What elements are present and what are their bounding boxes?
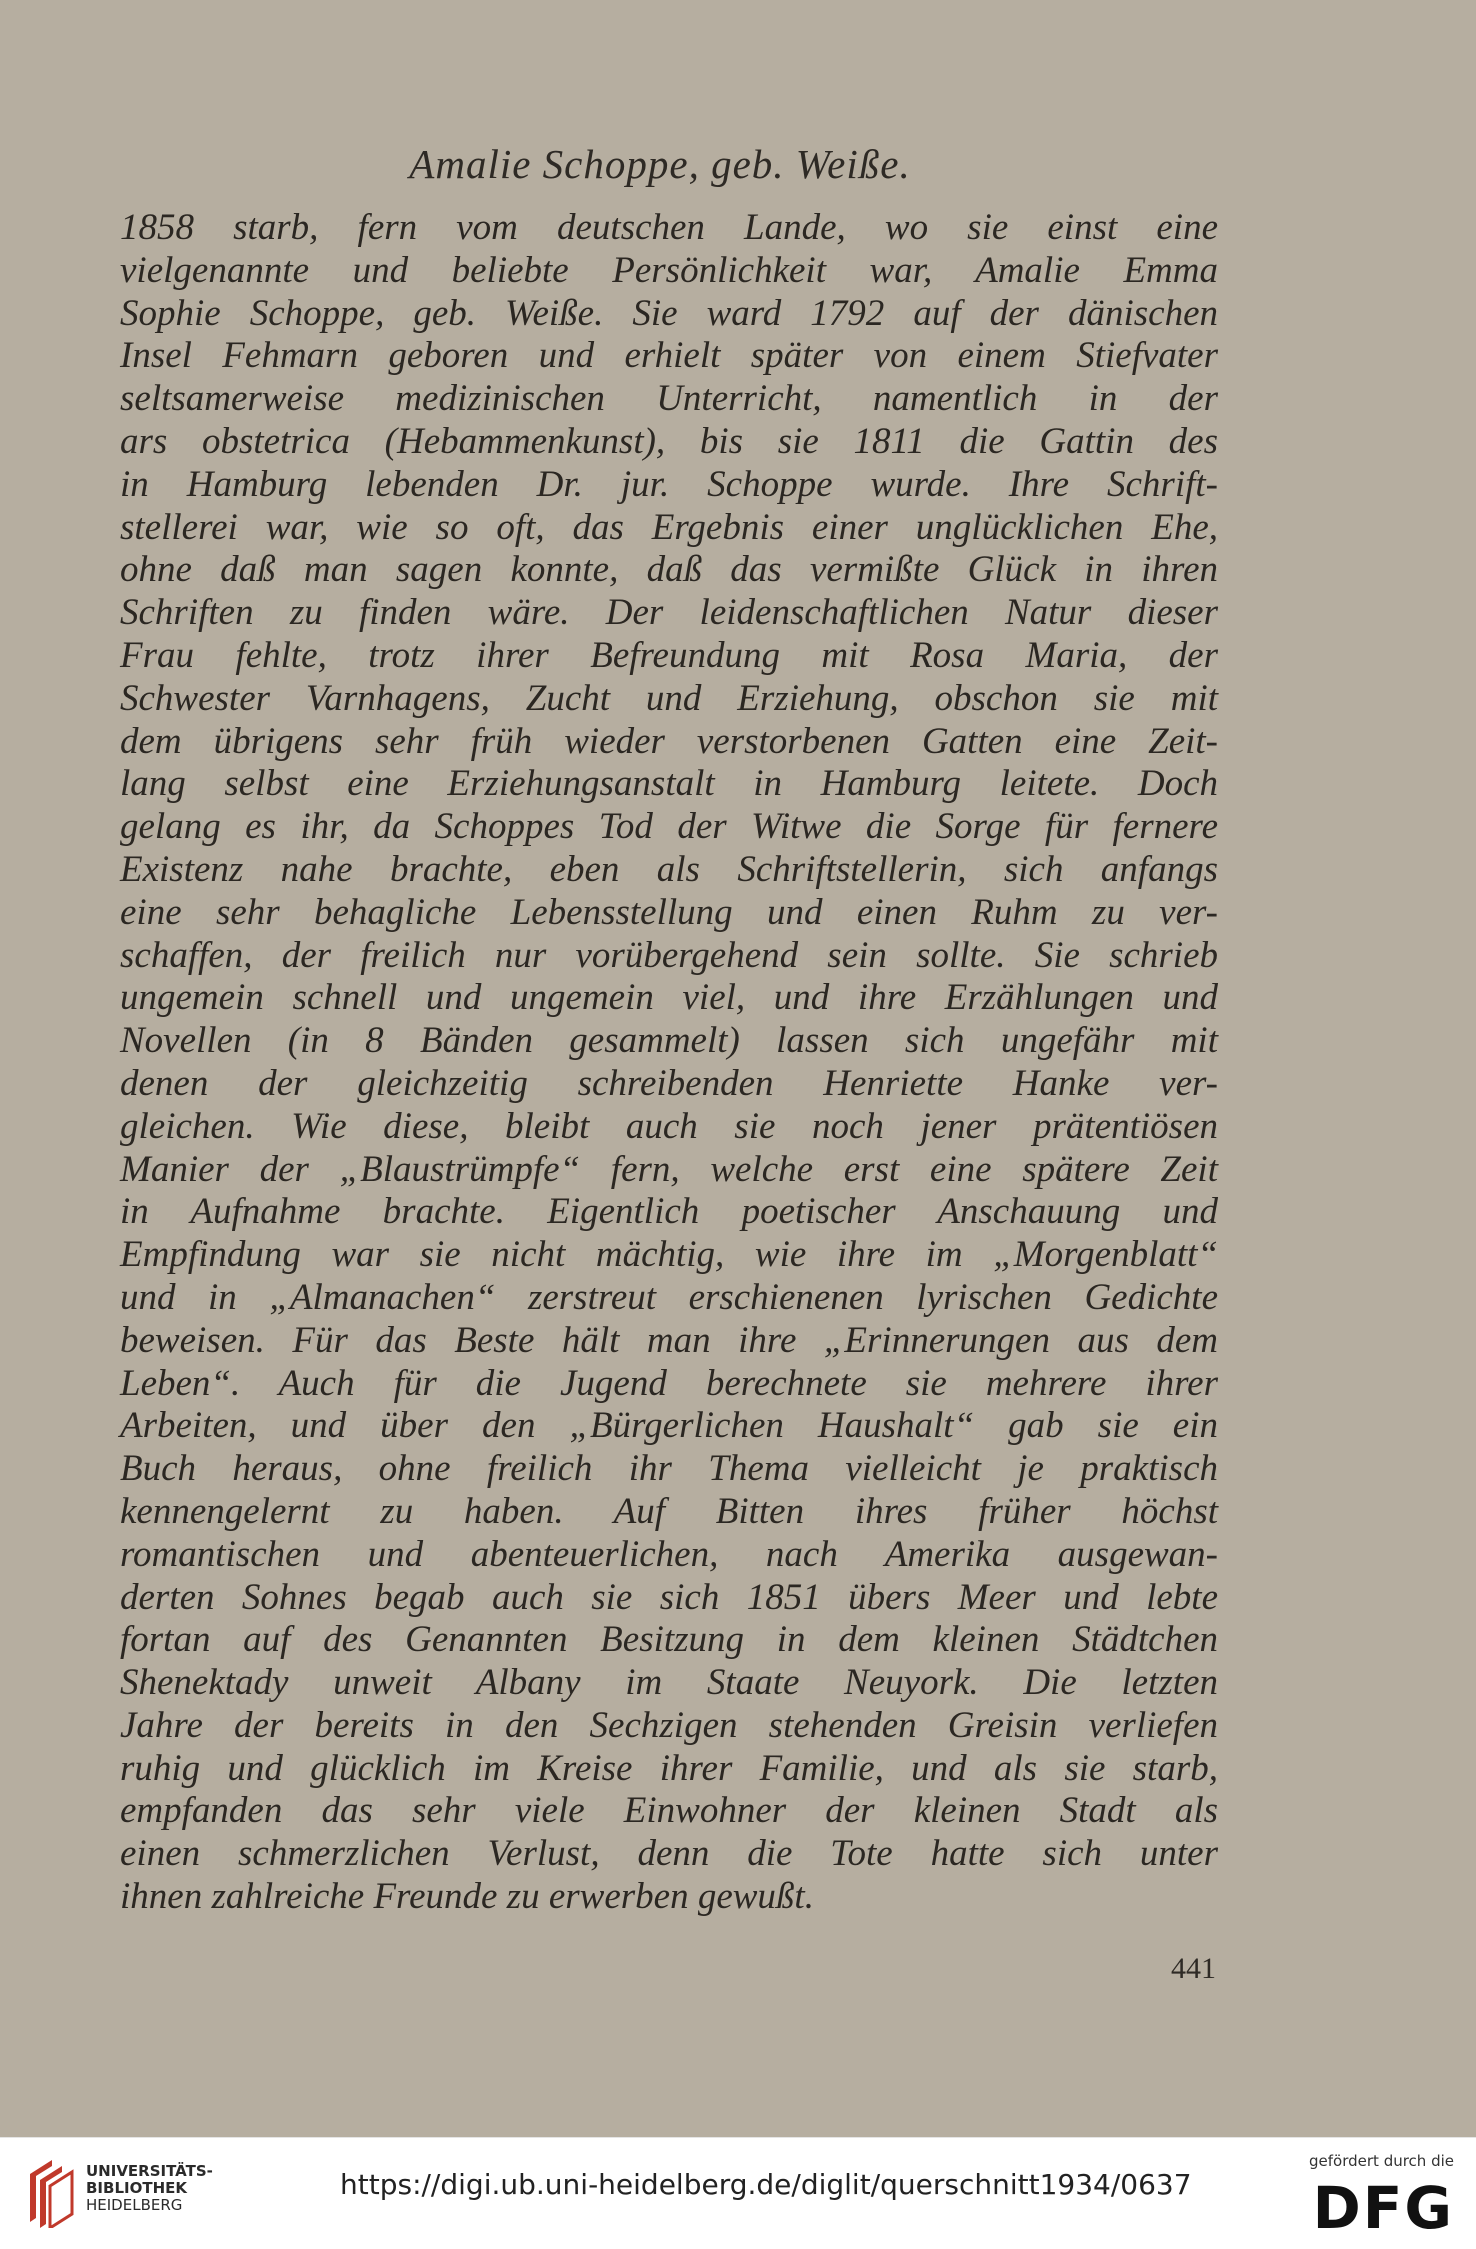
text-line: Schwester Varnhagens, Zucht und Erziehung, obschon sie mit [120,677,1218,719]
page-title: Amalie Schoppe, geb. Weiße. [409,141,911,187]
text-line: Schriften zu finden wäre. Der leidenschaftlichen Natur dieser [120,592,1218,634]
library-name [86,2163,213,2214]
text-line: beweisen. Für das Beste hält man ihre „Erinnerungen aus dem [120,1319,1218,1361]
text-line: gelang es ihr, da Schoppes Tod der Witwe die Sorge für fernere [120,806,1218,848]
text-line: Sophie Schoppe, geb. Weiße. Sie ward 1792 auf der dänischen [120,292,1218,334]
library-name-line: BIBLIOTHEK [86,2179,187,2197]
text-line: in Hamburg lebenden Dr. jur. Schoppe wurde. Ihre Schrift- [120,463,1218,505]
permalink-url[interactable]: https://digi.ub.uni-heidelberg.de/diglit/querschnitt1934/0637 [340,2168,1192,2201]
text-line: empfanden das sehr viele Einwohner der kleinen Stadt als [120,1790,1218,1832]
text-line: Empfindung war sie nicht mächtig, wie ihre im „Morgenblatt“ [120,1234,1218,1276]
text-line: Buch heraus, ohne freilich ihr Thema vielleicht je praktisch [120,1448,1218,1490]
text-line: 1858 starb, fern vom deutschen Lande, wo sie einst eine [120,207,1218,248]
text-line: vielgenannte und beliebte Persönlichkeit war, Amalie Emma [120,249,1218,291]
text-line: Arbeiten, und über den „Bürgerlichen Haushalt“ gab sie ein [120,1405,1218,1447]
text-line: Leben“. Auch für die Jugend berechnete sie mehrere ihrer [120,1362,1218,1404]
text-line: Shenektady unweit Albany im Staate Neuyork. Die letzten [120,1662,1218,1704]
text-line: gleichen. Wie diese, bleibt auch sie noch jener prätentiösen [120,1105,1218,1147]
text-line: ohne daß man sagen konnte, daß das vermißte Glück in ihren [120,549,1218,591]
text-line: lang selbst eine Erziehungsanstalt in Hamburg leitete. Doch [120,763,1218,805]
page-number: 441 [1171,1952,1216,1985]
text-line: dem übrigens sehr früh wieder verstorbenen Gatten eine Zeit- [120,720,1218,762]
text-line: kennengelernt zu haben. Auf Bitten ihres früher höchst [120,1490,1218,1532]
text-line: Existenz nahe brachte, eben als Schriftstellerin, sich anfangs [120,848,1218,890]
text-line: stellerei war, wie so oft, das Ergebnis einer unglücklichen Ehe, [120,506,1218,548]
text-line: ruhig und glücklich im Kreise ihrer Familie, und als sie starb, [120,1747,1218,1789]
university-library-logo-icon [26,2156,76,2228]
text-line: einen schmerzlichen Verlust, denn die Tote hatte sich unter [120,1833,1218,1875]
text-line: Manier der „Blaustrümpfe“ fern, welche erst eine spätere Zeit [120,1148,1218,1190]
text-line: seltsamerweise medizinischen Unterricht, namentlich in der [120,378,1218,420]
text-line: und in „Almanachen“ zerstreut erschienenen lyrischen Gedichte [120,1276,1218,1318]
text-line: denen der gleichzeitig schreibenden Henriette Hanke ver- [120,1062,1218,1104]
text-line: eine sehr behagliche Lebensstellung und einen Ruhm zu ver- [120,891,1218,933]
text-line: fortan auf des Genannten Besitzung in dem kleinen Städtchen [120,1619,1218,1661]
text-line: in Aufnahme brachte. Eigentlich poetischer Anschauung und [120,1191,1218,1233]
text-line: ungemein schnell und ungemein viel, und ihre Erzählungen und [120,977,1218,1019]
article-body [120,207,1218,1919]
text-line: ihnen zahlreiche Freunde zu erwerben gewußt. [120,1876,814,1918]
text-line: Jahre der bereits in den Sechzigen stehenden Greisin verliefen [120,1704,1218,1746]
text-line: schaffen, der freilich nur vorübergehend sein sollte. Sie schrieb [120,934,1218,976]
library-name-line: HEIDELBERG [86,2196,183,2214]
text-line: Frau fehlte, trotz ihrer Befreundung mit Rosa Maria, der [120,634,1218,676]
text-line: romantischen und abenteuerlichen, nach Amerika ausgewan- [120,1533,1218,1575]
text-line: derten Sohnes begab auch sie sich 1851 übers Meer und lebte [120,1576,1218,1618]
dfg-logo: DFG [1312,2174,1454,2242]
text-line: Insel Fehmarn geboren und erhielt später von einem Stiefvater [120,335,1218,377]
funded-by-label: gefördert durch die [1309,2152,1454,2170]
text-line: Novellen (in 8 Bänden gesammelt) lassen sich ungefähr mit [120,1020,1218,1062]
library-name-line: UNIVERSITÄTS- [86,2162,213,2180]
footer-bar [0,2137,1476,2249]
text-line: ars obstetrica (Hebammenkunst), bis sie 1811 die Gattin des [120,420,1218,462]
